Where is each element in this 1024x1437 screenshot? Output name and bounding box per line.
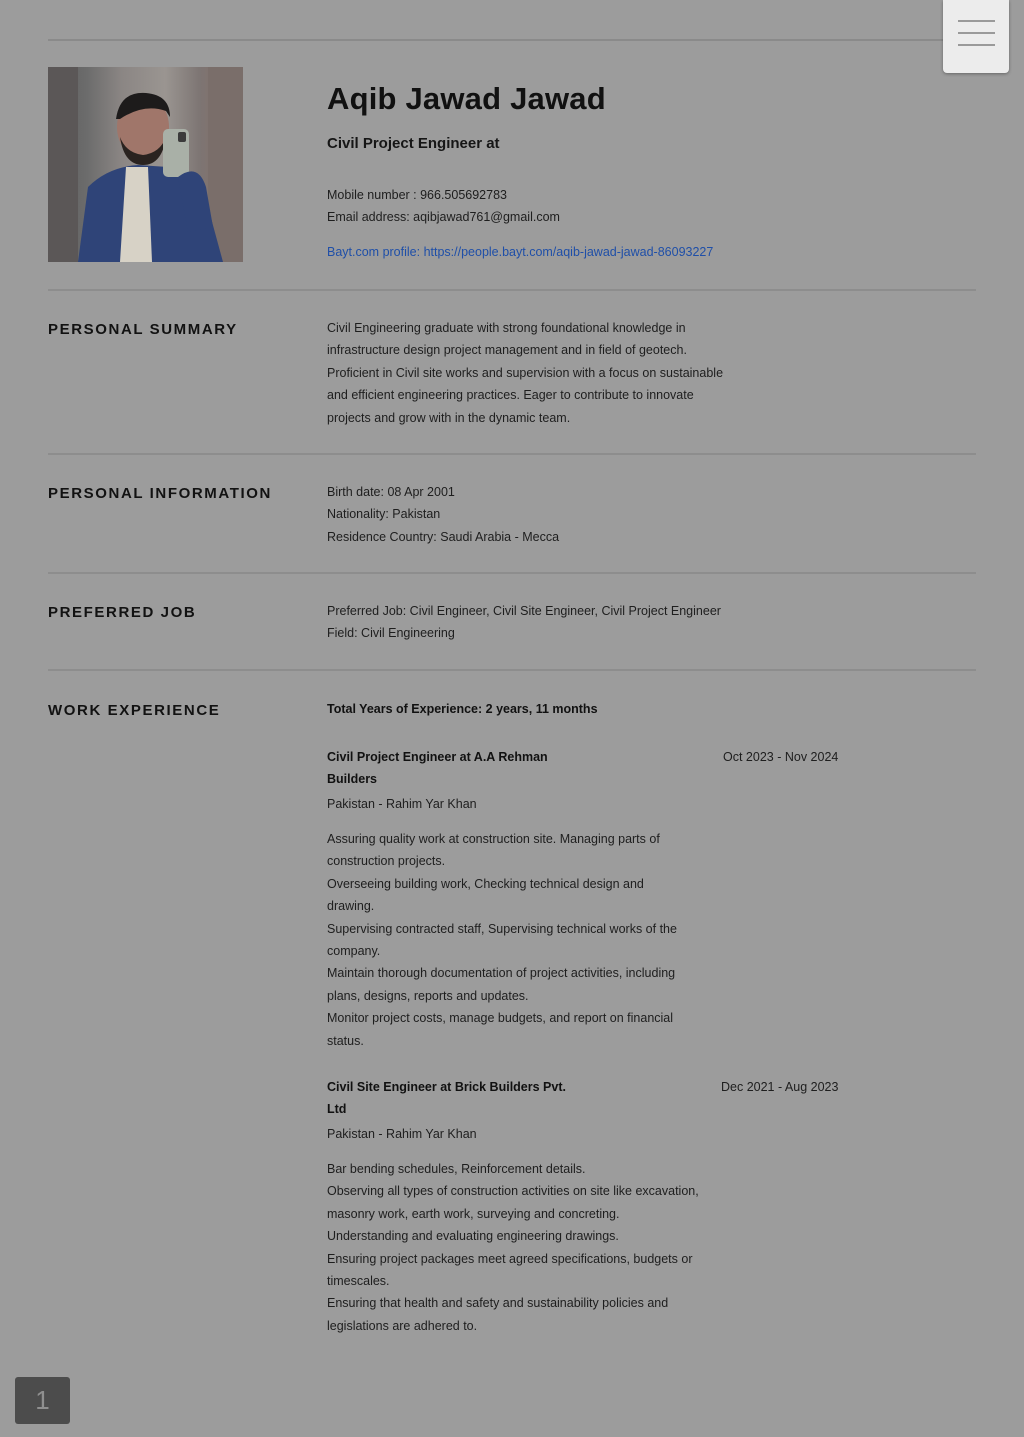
job-title bbox=[327, 746, 548, 791]
job-desc-line: Ensuring project packages meet agreed specifications, budgets or bbox=[327, 1251, 693, 1266]
job-desc-line: masonry work, earth work, surveying and concreting. bbox=[327, 1206, 620, 1221]
section-heading-work: WORK EXPERIENCE bbox=[48, 702, 221, 719]
job-title-line: Civil Project Engineer at A.A Rehman bbox=[327, 750, 548, 764]
job-title bbox=[327, 1076, 566, 1121]
job-desc-line: Assuring quality work at construction site. Managing parts of bbox=[327, 832, 660, 846]
job-desc-line: Overseeing building work, Checking technical design and bbox=[327, 876, 644, 891]
job-title-line: Builders bbox=[327, 772, 378, 787]
job-desc-line: plans, designs, reports and updates. bbox=[327, 988, 529, 1003]
info-text bbox=[327, 481, 559, 548]
job-desc-line: drawing. bbox=[327, 899, 375, 914]
job-desc-line: legislations are adhered to. bbox=[327, 1318, 478, 1333]
nationality: Nationality: Pakistan bbox=[327, 507, 441, 522]
profile-photo bbox=[48, 67, 243, 262]
job-desc-line: Ensuring that health and safety and sustainability policies and bbox=[327, 1296, 669, 1311]
top-divider bbox=[48, 39, 948, 41]
job-description bbox=[327, 828, 677, 1052]
section-divider bbox=[48, 289, 976, 291]
job-desc-line: Bar bending schedules, Reinforcement details. bbox=[327, 1162, 586, 1176]
preferred-job-text bbox=[327, 600, 721, 645]
total-experience bbox=[327, 698, 598, 720]
summary-line: projects and grow with in the dynamic team. bbox=[327, 410, 571, 425]
job-desc-line: Observing all types of construction activities on site like excavation, bbox=[327, 1184, 699, 1199]
job-dates: Oct 2023 - Nov 2024 bbox=[723, 750, 839, 764]
profile-link[interactable]: Bayt.com profile: https://people.bayt.com/aqib-jawad-jawad-86093227 bbox=[327, 245, 714, 259]
summary-line: and efficient engineering practices. Eager to contribute to innovate bbox=[327, 388, 694, 403]
section-heading-info: PERSONAL INFORMATION bbox=[48, 485, 272, 502]
job-desc-line: Maintain thorough documentation of project activities, including bbox=[327, 966, 676, 981]
page-number-badge[interactable]: 1 bbox=[15, 1377, 70, 1424]
job-desc-line: status. bbox=[327, 1033, 364, 1048]
job-desc-line: Understanding and evaluating engineering drawings. bbox=[327, 1229, 619, 1244]
job-field: Field: Civil Engineering bbox=[327, 626, 455, 641]
summary-text bbox=[327, 317, 723, 429]
job-desc-line: construction projects. bbox=[327, 854, 446, 869]
preferred-job: Preferred Job: Civil Engineer, Civil Site Engineer, Civil Project Engineer bbox=[327, 604, 721, 618]
summary-line: Civil Engineering graduate with strong foundational knowledge in bbox=[327, 321, 686, 335]
email-address: Email address: aqibjawad761@gmail.com bbox=[327, 210, 560, 224]
job-desc-line: Supervising contracted staff, Supervising technical works of the bbox=[327, 921, 677, 936]
job-desc-line: Monitor project costs, manage budgets, and report on financial bbox=[327, 1011, 674, 1026]
candidate-title: Civil Project Engineer at bbox=[327, 135, 500, 152]
candidate-name: Aqib Jawad Jawad bbox=[327, 81, 606, 116]
job-location: Pakistan - Rahim Yar Khan bbox=[327, 797, 477, 811]
hamburger-menu-icon bbox=[958, 20, 995, 22]
residence-country: Residence Country: Saudi Arabia - Mecca bbox=[327, 529, 560, 544]
section-divider bbox=[48, 453, 976, 455]
job-title-line: Ltd bbox=[327, 1102, 347, 1117]
hamburger-menu-icon-bar bbox=[958, 32, 995, 34]
summary-line: Proficient in Civil site works and supervision with a focus on sustainable bbox=[327, 365, 724, 380]
section-heading-job: PREFERRED JOB bbox=[48, 604, 197, 621]
job-description bbox=[327, 1158, 699, 1337]
birth-date: Birth date: 08 Apr 2001 bbox=[327, 485, 455, 499]
job-desc-line: timescales. bbox=[327, 1274, 390, 1289]
summary-line: infrastructure design project management and in field of geotech. bbox=[327, 343, 687, 358]
section-heading-summary: PERSONAL SUMMARY bbox=[48, 321, 238, 338]
total-experience-label: Total Years of Experience: bbox=[327, 702, 483, 716]
person-photo-icon bbox=[48, 67, 243, 262]
hamburger-menu-icon-bar bbox=[958, 44, 995, 46]
mobile-number: Mobile number : 966.505692783 bbox=[327, 188, 507, 202]
section-divider bbox=[48, 572, 976, 574]
job-title-line: Civil Site Engineer at Brick Builders Pvt. bbox=[327, 1080, 566, 1094]
total-experience-value: 2 years, 11 months bbox=[485, 702, 598, 716]
menu-button[interactable] bbox=[943, 0, 1009, 73]
job-location: Pakistan - Rahim Yar Khan bbox=[327, 1127, 477, 1141]
job-dates: Dec 2021 - Aug 2023 bbox=[721, 1080, 839, 1094]
job-desc-line: company. bbox=[327, 944, 381, 959]
section-divider bbox=[48, 669, 976, 671]
